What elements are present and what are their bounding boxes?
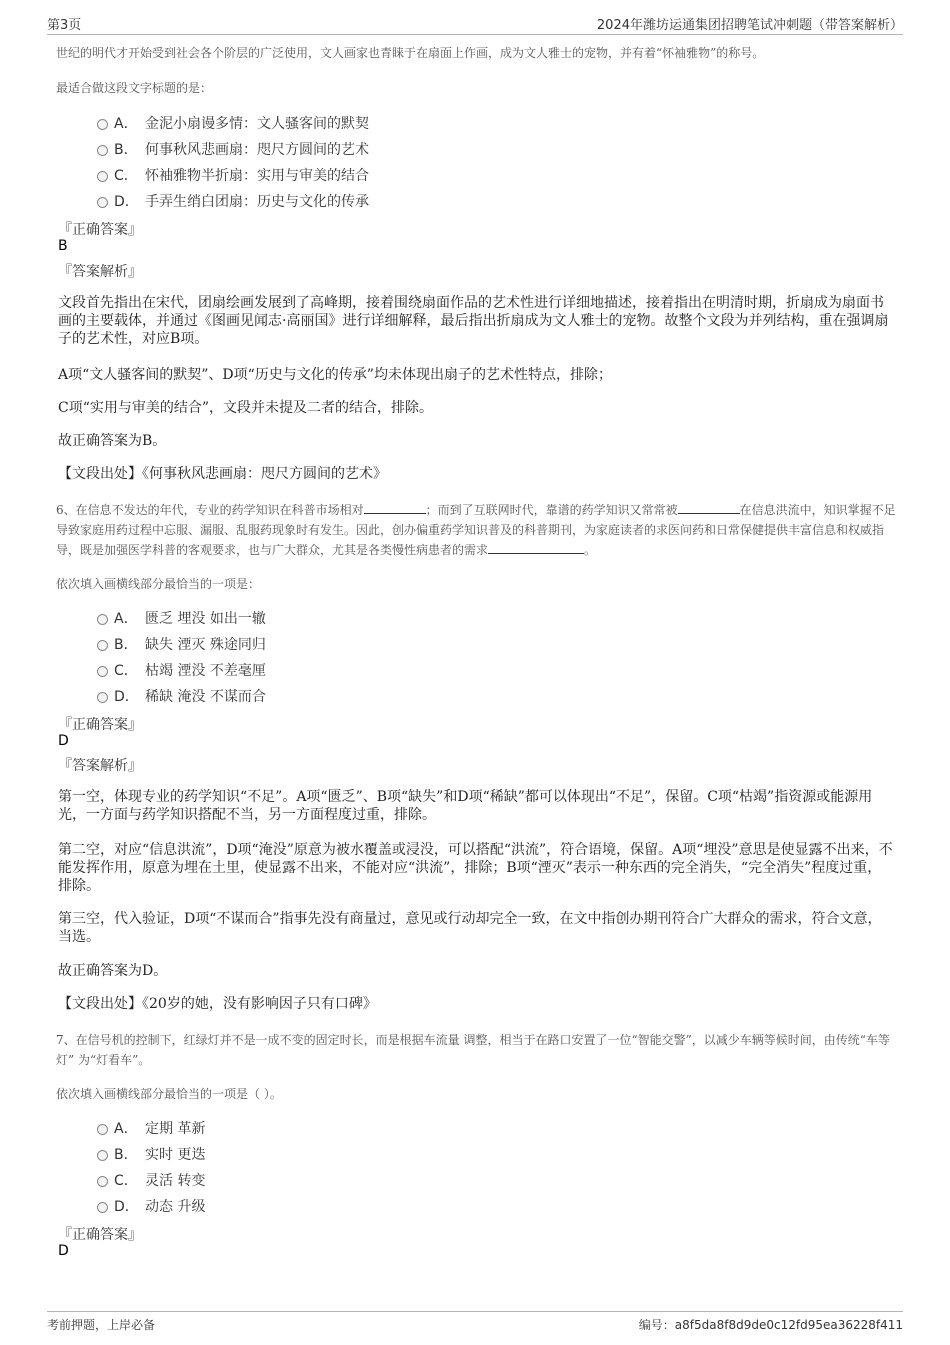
q6-source: 【文段出处】《20岁的她，没有影响因子只有口碑》 [58,996,377,1012]
page-header [47,12,903,35]
radio-icon[interactable] [97,145,108,156]
page-footer [47,1311,903,1336]
fill-blank [488,541,584,554]
radio-icon[interactable] [97,666,108,677]
q5-answer: B [58,238,68,254]
q5-analysis-paragraph: C项“实用与审美的结合”，文段并未提及二者的结合，排除。 [58,400,434,416]
radio-icon[interactable] [97,640,108,651]
q6-answer-label: 『正确答案』 [58,717,142,733]
q5-analysis-label: 『答案解析』 [58,264,142,280]
radio-icon[interactable] [97,1176,108,1187]
radio-icon[interactable] [97,692,108,703]
q6-analysis-paragraph: 第三空，代入验证，D项“不谋而合”指事先没有商量过，意见或行动却完全一致，在文中指创办期刊符合广大群众的需求，符合文意，当选。 [58,911,882,945]
radio-icon[interactable] [97,1124,108,1135]
fill-blank [364,501,426,514]
q7-answer-label: 『正确答案』 [58,1227,142,1243]
q7-answer: D [58,1243,69,1259]
q7-stem: 7、在信号机的控制下，红绿灯并不是一成不变的固定时长，而是根据车流量 调整，相当于在路口安置了一位“智能交警”，以减少车辆等候时间，由传统“车等灯” 为“灯看车”。 [56,1033,890,1067]
q6-conclusion: 故正确答案为D。 [58,963,168,979]
footer-slogan: 考前押题，上岸必备 [47,1318,156,1332]
q7-prompt: 依次填入画横线部分最恰当的一项是（ ）。 [56,1087,282,1101]
q6-prompt: 依次填入画横线部分最恰当的一项是： [56,577,261,591]
q6-analysis-paragraph: 第一空，体现专业的药学知识“不足”。A项“匮乏”、B项“缺失”和D项“稀缺”都可以体现出“不足”，保留。C项“枯竭”指资源或能源用光，一方面与药学知识搭配不当，另一方面程度过重，排除。 [58,789,873,823]
radio-icon[interactable] [97,1150,108,1161]
fill-blank [678,501,740,514]
q5-analysis-paragraph: 文段首先指出在宋代，团扇绘画发展到了高峰期，接着围绕扇面作品的艺术性进行详细地描述，接着指出在明清时期，折扇成为扇面书画的主要载体，并通过《图画见闻志·高丽国》进行详细解释，最后指出折扇成为文人雅士的宠物。故整个文段为并列结构，重在强调扇子的艺术性，对应B项。 [58,295,889,347]
q6-stem: 6、在信息不发达的年代，专业的药学知识在科普市场相对 ；而到了互联网时代，靠谱的药学知识又常常被 在信息洪流中，知识掌握不足导致家庭用药过程中忘服、漏服、乱服药现象时有发生。因此，创办偏重药学知识普及的科普期刊，为家庭读者的求医问药和日常保健提供丰富信息和权威指导，既是加强医学科普的客观要求，也与广大群众，尤其是各类慢性病患者的需求 。 [56,503,896,557]
radio-icon[interactable] [97,614,108,625]
document-title: 2024年潍坊运通集团招聘笔试冲刺题（带答案解析） [596,18,903,33]
q6-analysis-paragraph: 第二空，对应“信息洪流”，D项“淹没”原意为被水覆盖或浸没，可以搭配“洪流”，符合语境，保留。A项“埋没”意思是使显露不出来，不能发挥作用，原意为埋在土里，使显露不出来，不能对应“洪流”，排除；B项“湮灭”表示一种东西的完全消失，“完全消失”程度过重，排除。 [58,842,893,894]
document-code: 编号：a8f5da8f8d9de0c12fd95ea36228f411 [638,1318,903,1332]
q5-source: 【文段出处】《何事秋风悲画扇：咫尺方圆间的艺术》 [58,466,387,482]
page-number: 第3页 [47,18,82,33]
q6-answer: D [58,733,69,749]
q5-answer-label: 『正确答案』 [58,222,142,238]
q5-analysis-paragraph: A项“文人骚客间的默契”、D项“历史与文化的传承”均未体现出扇子的艺术性特点，排除； [58,367,612,383]
radio-icon[interactable] [97,197,108,208]
q5-conclusion: 故正确答案为B。 [58,433,167,449]
q5-passage-tail: 世纪的明代才开始受到社会各个阶层的广泛使用，文人画家也青睐于在扇面上作画，成为文人雅士的宠物，并有着“怀袖雅物”的称号。 [56,46,765,60]
q6-analysis-label: 『答案解析』 [58,758,142,774]
radio-icon[interactable] [97,1202,108,1213]
radio-icon[interactable] [97,171,108,182]
q5-prompt: 最适合做这段文字标题的是： [56,81,213,95]
radio-icon[interactable] [97,119,108,130]
